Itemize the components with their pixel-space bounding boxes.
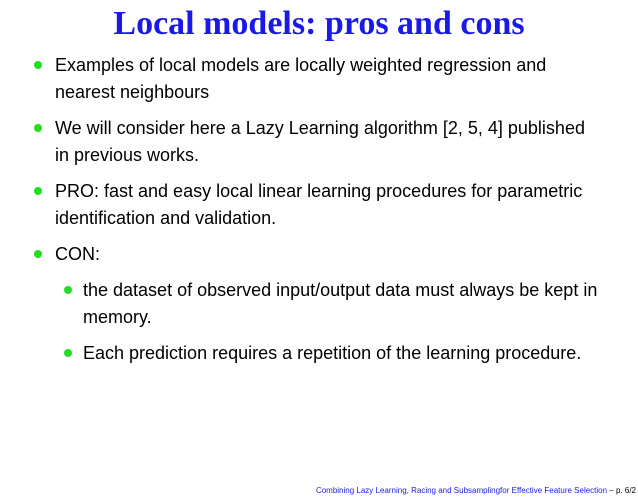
- bullet-text: PRO: fast and easy local linear learning procedures for parametric identification and validation.: [55, 181, 583, 228]
- slide-footer: [316, 486, 636, 496]
- footer-separator: –: [607, 486, 616, 495]
- sub-bullet-item: [0, 340, 638, 367]
- bullet-item: [0, 52, 638, 106]
- bullet-dot-icon: [34, 61, 42, 69]
- footer-page-number: p. 6/2: [615, 486, 636, 495]
- bullet-text: We will consider here a Lazy Learning algorithm [2, 5, 4] published in previous works.: [55, 118, 585, 165]
- sub-bullet-text: Each prediction requires a repetition of the learning procedure.: [83, 343, 582, 363]
- bullet-dot-icon: [34, 250, 42, 258]
- bullet-item: [0, 115, 638, 169]
- bullet-text: Examples of local models are locally weighted regression and nearest neighbours: [55, 55, 547, 102]
- slide-title: Local models: pros and cons: [113, 5, 525, 42]
- bullet-dot-icon: [64, 286, 72, 294]
- bullet-gap: [0, 268, 638, 277]
- bullet-dot-icon: [34, 124, 42, 132]
- footer-title: Combining Lazy Learning, Racing and Subsamplingfor Effective Feature Selection: [315, 486, 608, 495]
- bullet-gap: [0, 232, 638, 241]
- bullet-list: [0, 52, 638, 367]
- bullet-text: CON:: [55, 244, 100, 264]
- bullet-gap: [0, 169, 638, 178]
- bullet-item: [0, 178, 638, 232]
- bullet-gap: [0, 106, 638, 115]
- bullet-dot-icon: [34, 187, 42, 195]
- bullet-item: [0, 241, 638, 268]
- bullet-gap: [0, 331, 638, 340]
- sub-bullet-text: the dataset of observed input/output data must always be kept in memory.: [83, 280, 598, 327]
- bullet-dot-icon: [64, 349, 72, 357]
- sub-bullet-item: [0, 277, 638, 331]
